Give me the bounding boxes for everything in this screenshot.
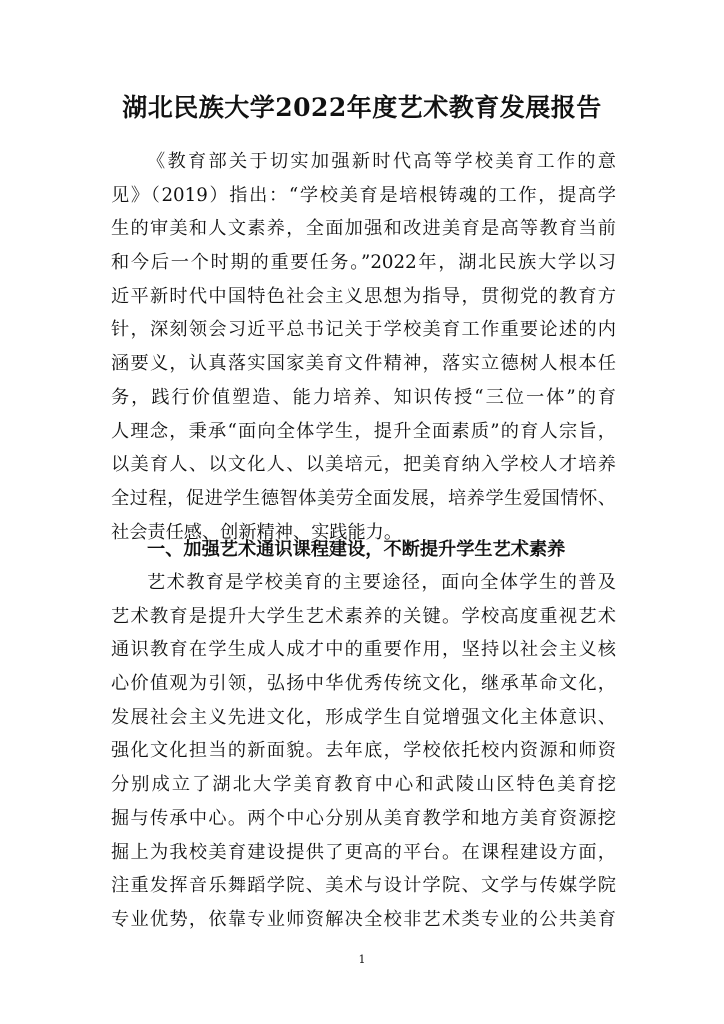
text-line: 生的审美和人文素养，全面加强和改进美育是高等教育当前 <box>111 218 616 240</box>
text-line: 以美育人、以文化人、以美培元，把美育纳入学校人才培养 <box>111 454 616 476</box>
text-line: 艺术教育是学校美育的主要途径，面向全体学生的普及 <box>147 572 616 593</box>
text-line: 务，践行价值塑造、能力培养、知识传授“三位一体”的育 <box>111 386 616 408</box>
intro-paragraph <box>111 145 616 549</box>
text-line: 针，深刻领会习近平总书记关于学校美育工作重要论述的内 <box>111 319 616 341</box>
text-line: 见》（2019）指出：“学校美育是培根铸魂的工作，提高学 <box>111 184 616 206</box>
text-line: 近平新时代中国特色社会主义思想为指导，贯彻党的教育方 <box>111 285 616 307</box>
text-line: 掘上为我校美育建设提供了更高的平台。在课程建设方面， <box>111 841 616 863</box>
text-line: 社会责任感、创新精神、实践能力。 <box>111 521 403 543</box>
text-line: 强化文化担当的新面貌。去年底，学校依托校内资源和师资 <box>111 740 616 762</box>
text-line: 通识教育在学生成人成才中的重要作用，坚持以社会主义核 <box>111 639 616 661</box>
text-line: 掘与传承中心。两个中心分别从美育教学和地方美育资源挖 <box>111 807 616 829</box>
text-line: 人理念，秉承“面向全体学生，提升全面素质”的育人宗旨， <box>111 420 616 442</box>
text-line: 艺术教育是提升大学生艺术素养的关键。学校高度重视艺术 <box>111 605 616 627</box>
text-line: 和今后一个时期的重要任务。”2022年，湖北民族大学以习 <box>111 252 616 274</box>
text-line: 专业优势，依靠专业师资解决全校非艺术类专业的公共美育 <box>111 908 616 930</box>
text-line: 涵要义，认真落实国家美育文件精神，落实立德树人根本任 <box>111 353 616 375</box>
text-line: 心价值观为引领，弘扬中华优秀传统文化，继承革命文化， <box>111 673 616 695</box>
text-line: 发展社会主义先进文化，形成学生自觉增强文化主体意识、 <box>111 706 616 728</box>
document-title: 湖北民族大学2022年度艺术教育发展报告 <box>122 93 602 122</box>
section-heading: 一、加强艺术通识课程建设，不断提升学生艺术素养 <box>147 539 566 560</box>
text-line: 《教育部关于切实加强新时代高等学校美育工作的意 <box>147 151 616 172</box>
text-line: 全过程，促进学生德智体美劳全面发展，培养学生爱国情怀、 <box>111 487 616 509</box>
text-line: 分别成立了湖北大学美育教育中心和武陵山区特色美育挖 <box>111 774 616 796</box>
text-line: 注重发挥音乐舞蹈学院、美术与设计学院、文学与传媒学院 <box>111 875 616 897</box>
page-number: 1 <box>358 953 366 966</box>
section-paragraph <box>111 566 616 937</box>
